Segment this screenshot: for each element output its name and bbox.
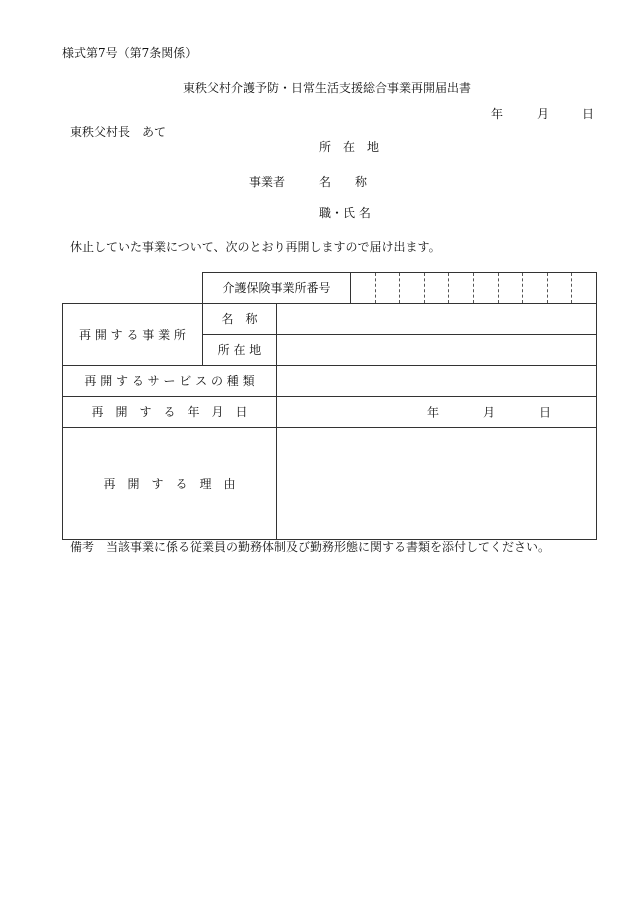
restart-date-field[interactable] xyxy=(277,396,597,427)
applicant-role-label: 事業者 xyxy=(249,175,286,189)
service-type-label: 再 開 す る サ ー ビ ス の 種 類 xyxy=(63,365,277,396)
office-label: 再 開 す る 事 業 所 xyxy=(63,303,203,365)
form-number: 様式第7号（第7条関係） xyxy=(62,46,198,60)
office-number-label: 介護保険事業所番号 xyxy=(203,273,351,304)
restart-date-day: 日 xyxy=(539,405,552,419)
restart-date-label: 再 開 す る 年 月 日 xyxy=(63,396,277,427)
date-month-label: 月 xyxy=(537,107,550,121)
office-number-digit-boxes xyxy=(351,273,596,303)
table-blank-corner xyxy=(63,273,203,304)
applicant-title-name-label: 職・氏 名 xyxy=(319,206,371,220)
office-address-label: 所 在 地 xyxy=(203,334,277,365)
service-type-field[interactable] xyxy=(277,365,597,396)
applicant-location-label: 所 在 地 xyxy=(319,140,380,154)
note-text: 備考 当該事業に係る従業員の勤務体制及び勤務形態に関する書類を添付してください。 xyxy=(70,540,551,554)
office-name-label: 名 称 xyxy=(203,303,277,334)
applicant-name-label: 名 称 xyxy=(319,175,368,189)
addressee: 東秩父村長 あて xyxy=(70,125,167,139)
restart-reason-label: 再 開 す る 理 由 xyxy=(63,427,277,539)
office-address-field[interactable] xyxy=(277,334,597,365)
application-table xyxy=(62,272,597,540)
office-number-field[interactable] xyxy=(351,273,597,304)
date-year-label: 年 xyxy=(491,107,504,121)
document-title: 東秩父村介護予防・日常生活支援総合事業再開届出書 xyxy=(183,81,472,95)
restart-date-year: 年 xyxy=(427,405,440,419)
office-name-field[interactable] xyxy=(277,303,597,334)
date-day-label: 日 xyxy=(582,107,595,121)
restart-reason-field[interactable] xyxy=(277,427,597,539)
restart-date-month: 月 xyxy=(483,405,496,419)
statement-text: 休止していた事業について、次のとおり再開しますので届け出ます。 xyxy=(70,240,441,254)
